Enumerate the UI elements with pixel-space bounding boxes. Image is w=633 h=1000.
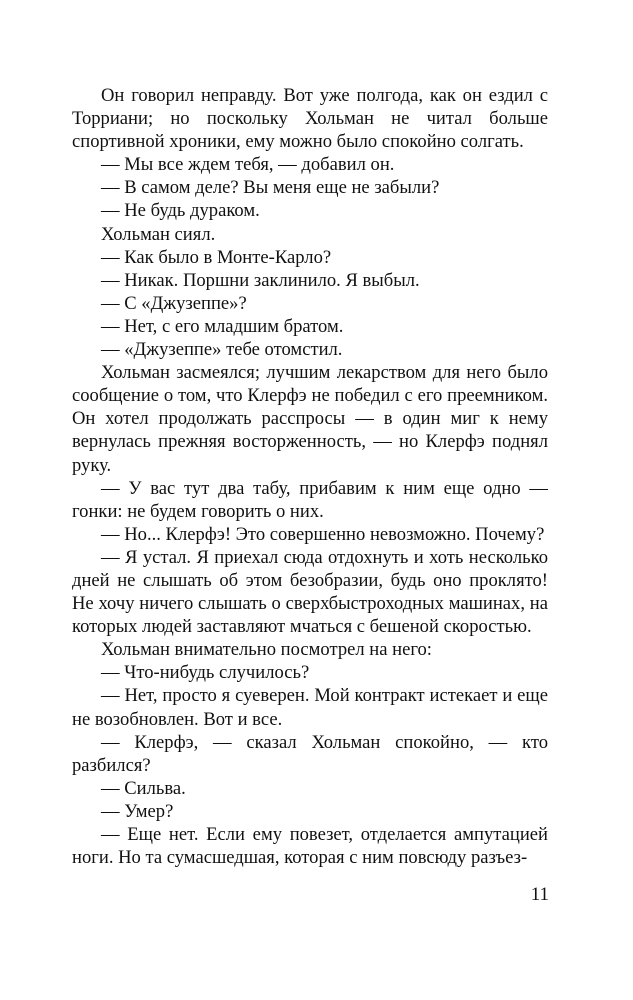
paragraph: Хольман засмеялся; лучшим лекарством для него было сообщение о том, что Клерфэ не победил с его преемником. Он хотел продолжать расспросы — в один миг к нему вернулась прежняя восторженность, — но Клерфэ поднял руку. xyxy=(72,362,548,476)
page-number: 11 xyxy=(530,884,549,905)
paragraph: — В самом деле? Вы меня еще не забыли? xyxy=(101,177,440,199)
paragraph: — С «Джузеппе»? xyxy=(101,292,247,314)
paragraph: — Не будь дураком. xyxy=(101,200,260,222)
paragraph: — Но... Клерфэ! Это совершенно невозможно. Почему? xyxy=(101,523,545,545)
paragraph: — Нет, с его младшим братом. xyxy=(101,315,344,337)
paragraph: — Я устал. Я приехал сюда отдохнуть и хоть несколько дней не слышать об этом безобразии, будь оно проклято! Не хочу ничего слышать о сверхбыстроходных машинах, на которых людей заставляют мчаться с бешеной скоростью. xyxy=(72,546,548,638)
paragraph: Хольман внимательно посмотрел на него: xyxy=(101,639,432,661)
paragraph: — Еще нет. Если ему повезет, отделается ампутацией ноги. Но та сумасшедшая, которая с ним повсюду разъез- xyxy=(72,824,548,869)
paragraph: — Никак. Поршни заклинило. Я выбыл. xyxy=(101,269,420,291)
paragraph: — У вас тут два табу, прибавим к ним еще одно — гонки: не будем говорить о них. xyxy=(72,477,548,522)
paragraph: — Как было в Монте-Карло? xyxy=(101,246,332,268)
paragraph: — Что-нибудь случилось? xyxy=(101,662,310,684)
paragraph: — Мы все ждем тебя, — добавил он. xyxy=(101,154,395,176)
paragraph: — Сильва. xyxy=(101,777,186,799)
paragraph: Он говорил неправду. Вот уже полгода, как он ездил с Торриани; но поскольку Хольман не читал больше спортивной хроники, ему можно было спокойно солгать. xyxy=(72,85,548,153)
paragraph: — Нет, просто я суеверен. Мой контракт истекает и еще не возобновлен. Вот и все. xyxy=(72,685,548,730)
body-text xyxy=(72,84,548,869)
paragraph: — «Джузеппе» тебе отомстил. xyxy=(101,339,343,361)
paragraph: Хольман сиял. xyxy=(101,223,216,245)
paragraph: — Клерфэ, — сказал Хольман спокойно, — кто разбился? xyxy=(72,731,548,776)
paragraph: — Умер? xyxy=(101,800,174,822)
